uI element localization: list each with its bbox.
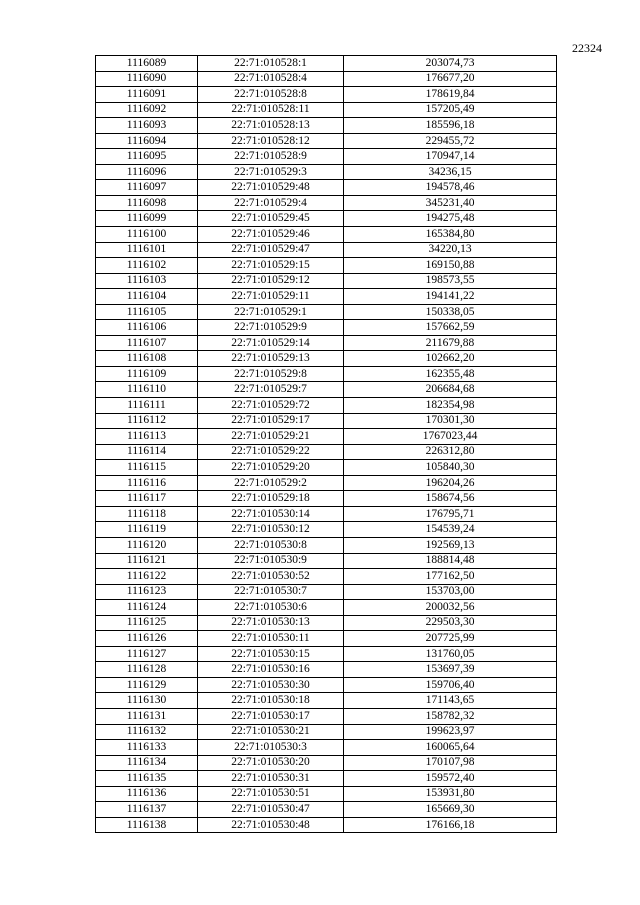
- row-number-cell: 1116133: [96, 740, 198, 756]
- cadastral-number-cell: 22:71:010530:11: [198, 631, 344, 647]
- value-cell: 162355,48: [344, 366, 557, 382]
- row-number-cell: 1116105: [96, 304, 198, 320]
- value-cell: 226312,80: [344, 444, 557, 460]
- cadastral-number-cell: 22:71:010530:52: [198, 569, 344, 585]
- cadastral-number-cell: 22:71:010529:18: [198, 491, 344, 507]
- table-row: [96, 87, 557, 103]
- value-cell: 203074,73: [344, 56, 557, 72]
- value-cell: 157662,59: [344, 320, 557, 336]
- value-cell: 160065,64: [344, 740, 557, 756]
- table-row: [96, 491, 557, 507]
- row-number-cell: 1116112: [96, 413, 198, 429]
- value-cell: 153697,39: [344, 662, 557, 678]
- row-number-cell: 1116108: [96, 351, 198, 367]
- row-number-cell: 1116124: [96, 600, 198, 616]
- row-number-cell: 1116127: [96, 646, 198, 662]
- table-row: [96, 304, 557, 320]
- cadastral-number-cell: 22:71:010529:45: [198, 211, 344, 227]
- row-number-cell: 1116106: [96, 320, 198, 336]
- cadastral-number-cell: 22:71:010528:8: [198, 87, 344, 103]
- cadastral-number-cell: 22:71:010530:21: [198, 724, 344, 740]
- value-cell: 34236,15: [344, 164, 557, 180]
- value-cell: 345231,40: [344, 195, 557, 211]
- cadastral-number-cell: 22:71:010530:14: [198, 506, 344, 522]
- value-cell: 207725,99: [344, 631, 557, 647]
- value-cell: 154539,24: [344, 522, 557, 538]
- value-cell: 159572,40: [344, 771, 557, 787]
- cadastral-number-cell: 22:71:010529:7: [198, 382, 344, 398]
- table-row: [96, 600, 557, 616]
- value-cell: 34220,13: [344, 242, 557, 258]
- value-cell: 192569,13: [344, 537, 557, 553]
- cadastral-number-cell: 22:71:010529:13: [198, 351, 344, 367]
- table-row: [96, 817, 557, 833]
- table-row: [96, 475, 557, 491]
- table-row: [96, 227, 557, 243]
- row-number-cell: 1116099: [96, 211, 198, 227]
- value-cell: 131760,05: [344, 646, 557, 662]
- table-row: [96, 413, 557, 429]
- table-row: [96, 211, 557, 227]
- table-row: [96, 71, 557, 87]
- cadastral-number-cell: 22:71:010529:12: [198, 273, 344, 289]
- value-cell: 196204,26: [344, 475, 557, 491]
- cadastral-number-cell: 22:71:010530:51: [198, 786, 344, 802]
- row-number-cell: 1116125: [96, 615, 198, 631]
- value-cell: 158674,56: [344, 491, 557, 507]
- value-cell: 171143,65: [344, 693, 557, 709]
- cadastral-number-cell: 22:71:010530:20: [198, 755, 344, 771]
- value-cell: 170947,14: [344, 149, 557, 165]
- cadastral-number-cell: 22:71:010530:12: [198, 522, 344, 538]
- table-row: [96, 771, 557, 787]
- row-number-cell: 1116126: [96, 631, 198, 647]
- cadastral-number-cell: 22:71:010528:1: [198, 56, 344, 72]
- value-cell: 159706,40: [344, 677, 557, 693]
- table-row: [96, 335, 557, 351]
- row-number-cell: 1116138: [96, 817, 198, 833]
- value-cell: 165384,80: [344, 227, 557, 243]
- value-cell: 185596,18: [344, 118, 557, 134]
- cadastral-number-cell: 22:71:010529:47: [198, 242, 344, 258]
- table-row: [96, 258, 557, 274]
- table-row: [96, 56, 557, 72]
- cadastral-number-cell: 22:71:010530:9: [198, 553, 344, 569]
- value-cell: 194275,48: [344, 211, 557, 227]
- row-number-cell: 1116130: [96, 693, 198, 709]
- value-cell: 176166,18: [344, 817, 557, 833]
- cadastral-number-cell: 22:71:010529:21: [198, 429, 344, 445]
- table-row: [96, 786, 557, 802]
- table-row: [96, 382, 557, 398]
- cadastral-number-cell: 22:71:010528:11: [198, 102, 344, 118]
- cadastral-number-cell: 22:71:010530:8: [198, 537, 344, 553]
- table-row: [96, 289, 557, 305]
- row-number-cell: 1116135: [96, 771, 198, 787]
- cadastral-number-cell: 22:71:010530:6: [198, 600, 344, 616]
- table-row: [96, 460, 557, 476]
- table-row: [96, 149, 557, 165]
- value-cell: 229503,30: [344, 615, 557, 631]
- row-number-cell: 1116096: [96, 164, 198, 180]
- cadastral-number-cell: 22:71:010529:14: [198, 335, 344, 351]
- cadastral-number-cell: 22:71:010529:17: [198, 413, 344, 429]
- table-row: [96, 164, 557, 180]
- value-cell: 188814,48: [344, 553, 557, 569]
- value-cell: 153703,00: [344, 584, 557, 600]
- table-row: [96, 662, 557, 678]
- row-number-cell: 1116110: [96, 382, 198, 398]
- value-cell: 194141,22: [344, 289, 557, 305]
- row-number-cell: 1116091: [96, 87, 198, 103]
- table-row: [96, 118, 557, 134]
- row-number-cell: 1116109: [96, 366, 198, 382]
- cadastral-number-cell: 22:71:010530:48: [198, 817, 344, 833]
- cadastral-number-cell: 22:71:010530:31: [198, 771, 344, 787]
- value-cell: 153931,80: [344, 786, 557, 802]
- row-number-cell: 1116103: [96, 273, 198, 289]
- row-number-cell: 1116107: [96, 335, 198, 351]
- row-number-cell: 1116118: [96, 506, 198, 522]
- table-row: [96, 273, 557, 289]
- value-cell: 176677,20: [344, 71, 557, 87]
- cadastral-number-cell: 22:71:010530:47: [198, 802, 344, 818]
- row-number-cell: 1116092: [96, 102, 198, 118]
- row-number-cell: 1116121: [96, 553, 198, 569]
- row-number-cell: 1116115: [96, 460, 198, 476]
- cadastral-number-cell: 22:71:010530:3: [198, 740, 344, 756]
- cadastral-number-cell: 22:71:010529:8: [198, 366, 344, 382]
- row-number-cell: 1116131: [96, 708, 198, 724]
- row-number-cell: 1116120: [96, 537, 198, 553]
- cadastral-number-cell: 22:71:010530:7: [198, 584, 344, 600]
- row-number-cell: 1116097: [96, 180, 198, 196]
- table-row: [96, 102, 557, 118]
- cadastral-number-cell: 22:71:010530:18: [198, 693, 344, 709]
- row-number-cell: 1116116: [96, 475, 198, 491]
- cadastral-number-cell: 22:71:010530:15: [198, 646, 344, 662]
- row-number-cell: 1116128: [96, 662, 198, 678]
- row-number-cell: 1116098: [96, 195, 198, 211]
- cadastral-number-cell: 22:71:010529:48: [198, 180, 344, 196]
- table-row: [96, 444, 557, 460]
- cadastral-number-cell: 22:71:010528:12: [198, 133, 344, 149]
- table-row: [96, 351, 557, 367]
- table-row: [96, 708, 557, 724]
- cadastral-number-cell: 22:71:010529:72: [198, 398, 344, 414]
- row-number-cell: 1116113: [96, 429, 198, 445]
- row-number-cell: 1116101: [96, 242, 198, 258]
- cadastral-number-cell: 22:71:010528:4: [198, 71, 344, 87]
- cadastral-value-table: [95, 55, 557, 833]
- value-cell: 170107,98: [344, 755, 557, 771]
- cadastral-number-cell: 22:71:010529:2: [198, 475, 344, 491]
- value-cell: 176795,71: [344, 506, 557, 522]
- table-row: [96, 537, 557, 553]
- row-number-cell: 1116114: [96, 444, 198, 460]
- row-number-cell: 1116095: [96, 149, 198, 165]
- cadastral-number-cell: 22:71:010529:4: [198, 195, 344, 211]
- value-cell: 102662,20: [344, 351, 557, 367]
- row-number-cell: 1116111: [96, 398, 198, 414]
- value-cell: 169150,88: [344, 258, 557, 274]
- row-number-cell: 1116100: [96, 227, 198, 243]
- value-cell: 150338,05: [344, 304, 557, 320]
- row-number-cell: 1116102: [96, 258, 198, 274]
- table-row: [96, 724, 557, 740]
- table-row: [96, 553, 557, 569]
- cadastral-number-cell: 22:71:010530:30: [198, 677, 344, 693]
- table-row: [96, 242, 557, 258]
- value-cell: 198573,55: [344, 273, 557, 289]
- cadastral-number-cell: 22:71:010530:17: [198, 708, 344, 724]
- table-row: [96, 506, 557, 522]
- row-number-cell: 1116119: [96, 522, 198, 538]
- cadastral-number-cell: 22:71:010530:13: [198, 615, 344, 631]
- table-row: [96, 631, 557, 647]
- cadastral-number-cell: 22:71:010529:11: [198, 289, 344, 305]
- table-row: [96, 398, 557, 414]
- row-number-cell: 1116094: [96, 133, 198, 149]
- cadastral-number-cell: 22:71:010530:16: [198, 662, 344, 678]
- table-row: [96, 569, 557, 585]
- table-row: [96, 429, 557, 445]
- table-body: [96, 56, 557, 833]
- table-row: [96, 366, 557, 382]
- row-number-cell: 1116136: [96, 786, 198, 802]
- value-cell: 211679,88: [344, 335, 557, 351]
- row-number-cell: 1116122: [96, 569, 198, 585]
- page-number: 22324: [572, 41, 602, 55]
- cadastral-number-cell: 22:71:010529:15: [198, 258, 344, 274]
- value-cell: 177162,50: [344, 569, 557, 585]
- value-cell: 200032,56: [344, 600, 557, 616]
- value-cell: 158782,32: [344, 708, 557, 724]
- cadastral-number-cell: 22:71:010529:1: [198, 304, 344, 320]
- value-cell: 182354,98: [344, 398, 557, 414]
- cadastral-number-cell: 22:71:010529:46: [198, 227, 344, 243]
- cadastral-number-cell: 22:71:010528:9: [198, 149, 344, 165]
- row-number-cell: 1116090: [96, 71, 198, 87]
- table-row: [96, 802, 557, 818]
- value-cell: 170301,30: [344, 413, 557, 429]
- row-number-cell: 1116134: [96, 755, 198, 771]
- table-row: [96, 693, 557, 709]
- row-number-cell: 1116117: [96, 491, 198, 507]
- row-number-cell: 1116132: [96, 724, 198, 740]
- table-row: [96, 755, 557, 771]
- cadastral-number-cell: 22:71:010528:13: [198, 118, 344, 134]
- row-number-cell: 1116089: [96, 56, 198, 72]
- cadastral-number-cell: 22:71:010529:20: [198, 460, 344, 476]
- cadastral-number-cell: 22:71:010529:9: [198, 320, 344, 336]
- table-row: [96, 320, 557, 336]
- row-number-cell: 1116093: [96, 118, 198, 134]
- value-cell: 157205,49: [344, 102, 557, 118]
- cadastral-number-cell: 22:71:010529:3: [198, 164, 344, 180]
- value-cell: 1767023,44: [344, 429, 557, 445]
- value-cell: 194578,46: [344, 180, 557, 196]
- table-row: [96, 522, 557, 538]
- table-row: [96, 677, 557, 693]
- value-cell: 105840,30: [344, 460, 557, 476]
- cadastral-number-cell: 22:71:010529:22: [198, 444, 344, 460]
- table-row: [96, 180, 557, 196]
- table-row: [96, 133, 557, 149]
- row-number-cell: 1116129: [96, 677, 198, 693]
- value-cell: 206684,68: [344, 382, 557, 398]
- value-cell: 178619,84: [344, 87, 557, 103]
- table-row: [96, 646, 557, 662]
- row-number-cell: 1116137: [96, 802, 198, 818]
- table-row: [96, 740, 557, 756]
- value-cell: 199623,97: [344, 724, 557, 740]
- value-cell: 229455,72: [344, 133, 557, 149]
- table-row: [96, 615, 557, 631]
- table-row: [96, 584, 557, 600]
- value-cell: 165669,30: [344, 802, 557, 818]
- table-row: [96, 195, 557, 211]
- row-number-cell: 1116104: [96, 289, 198, 305]
- row-number-cell: 1116123: [96, 584, 198, 600]
